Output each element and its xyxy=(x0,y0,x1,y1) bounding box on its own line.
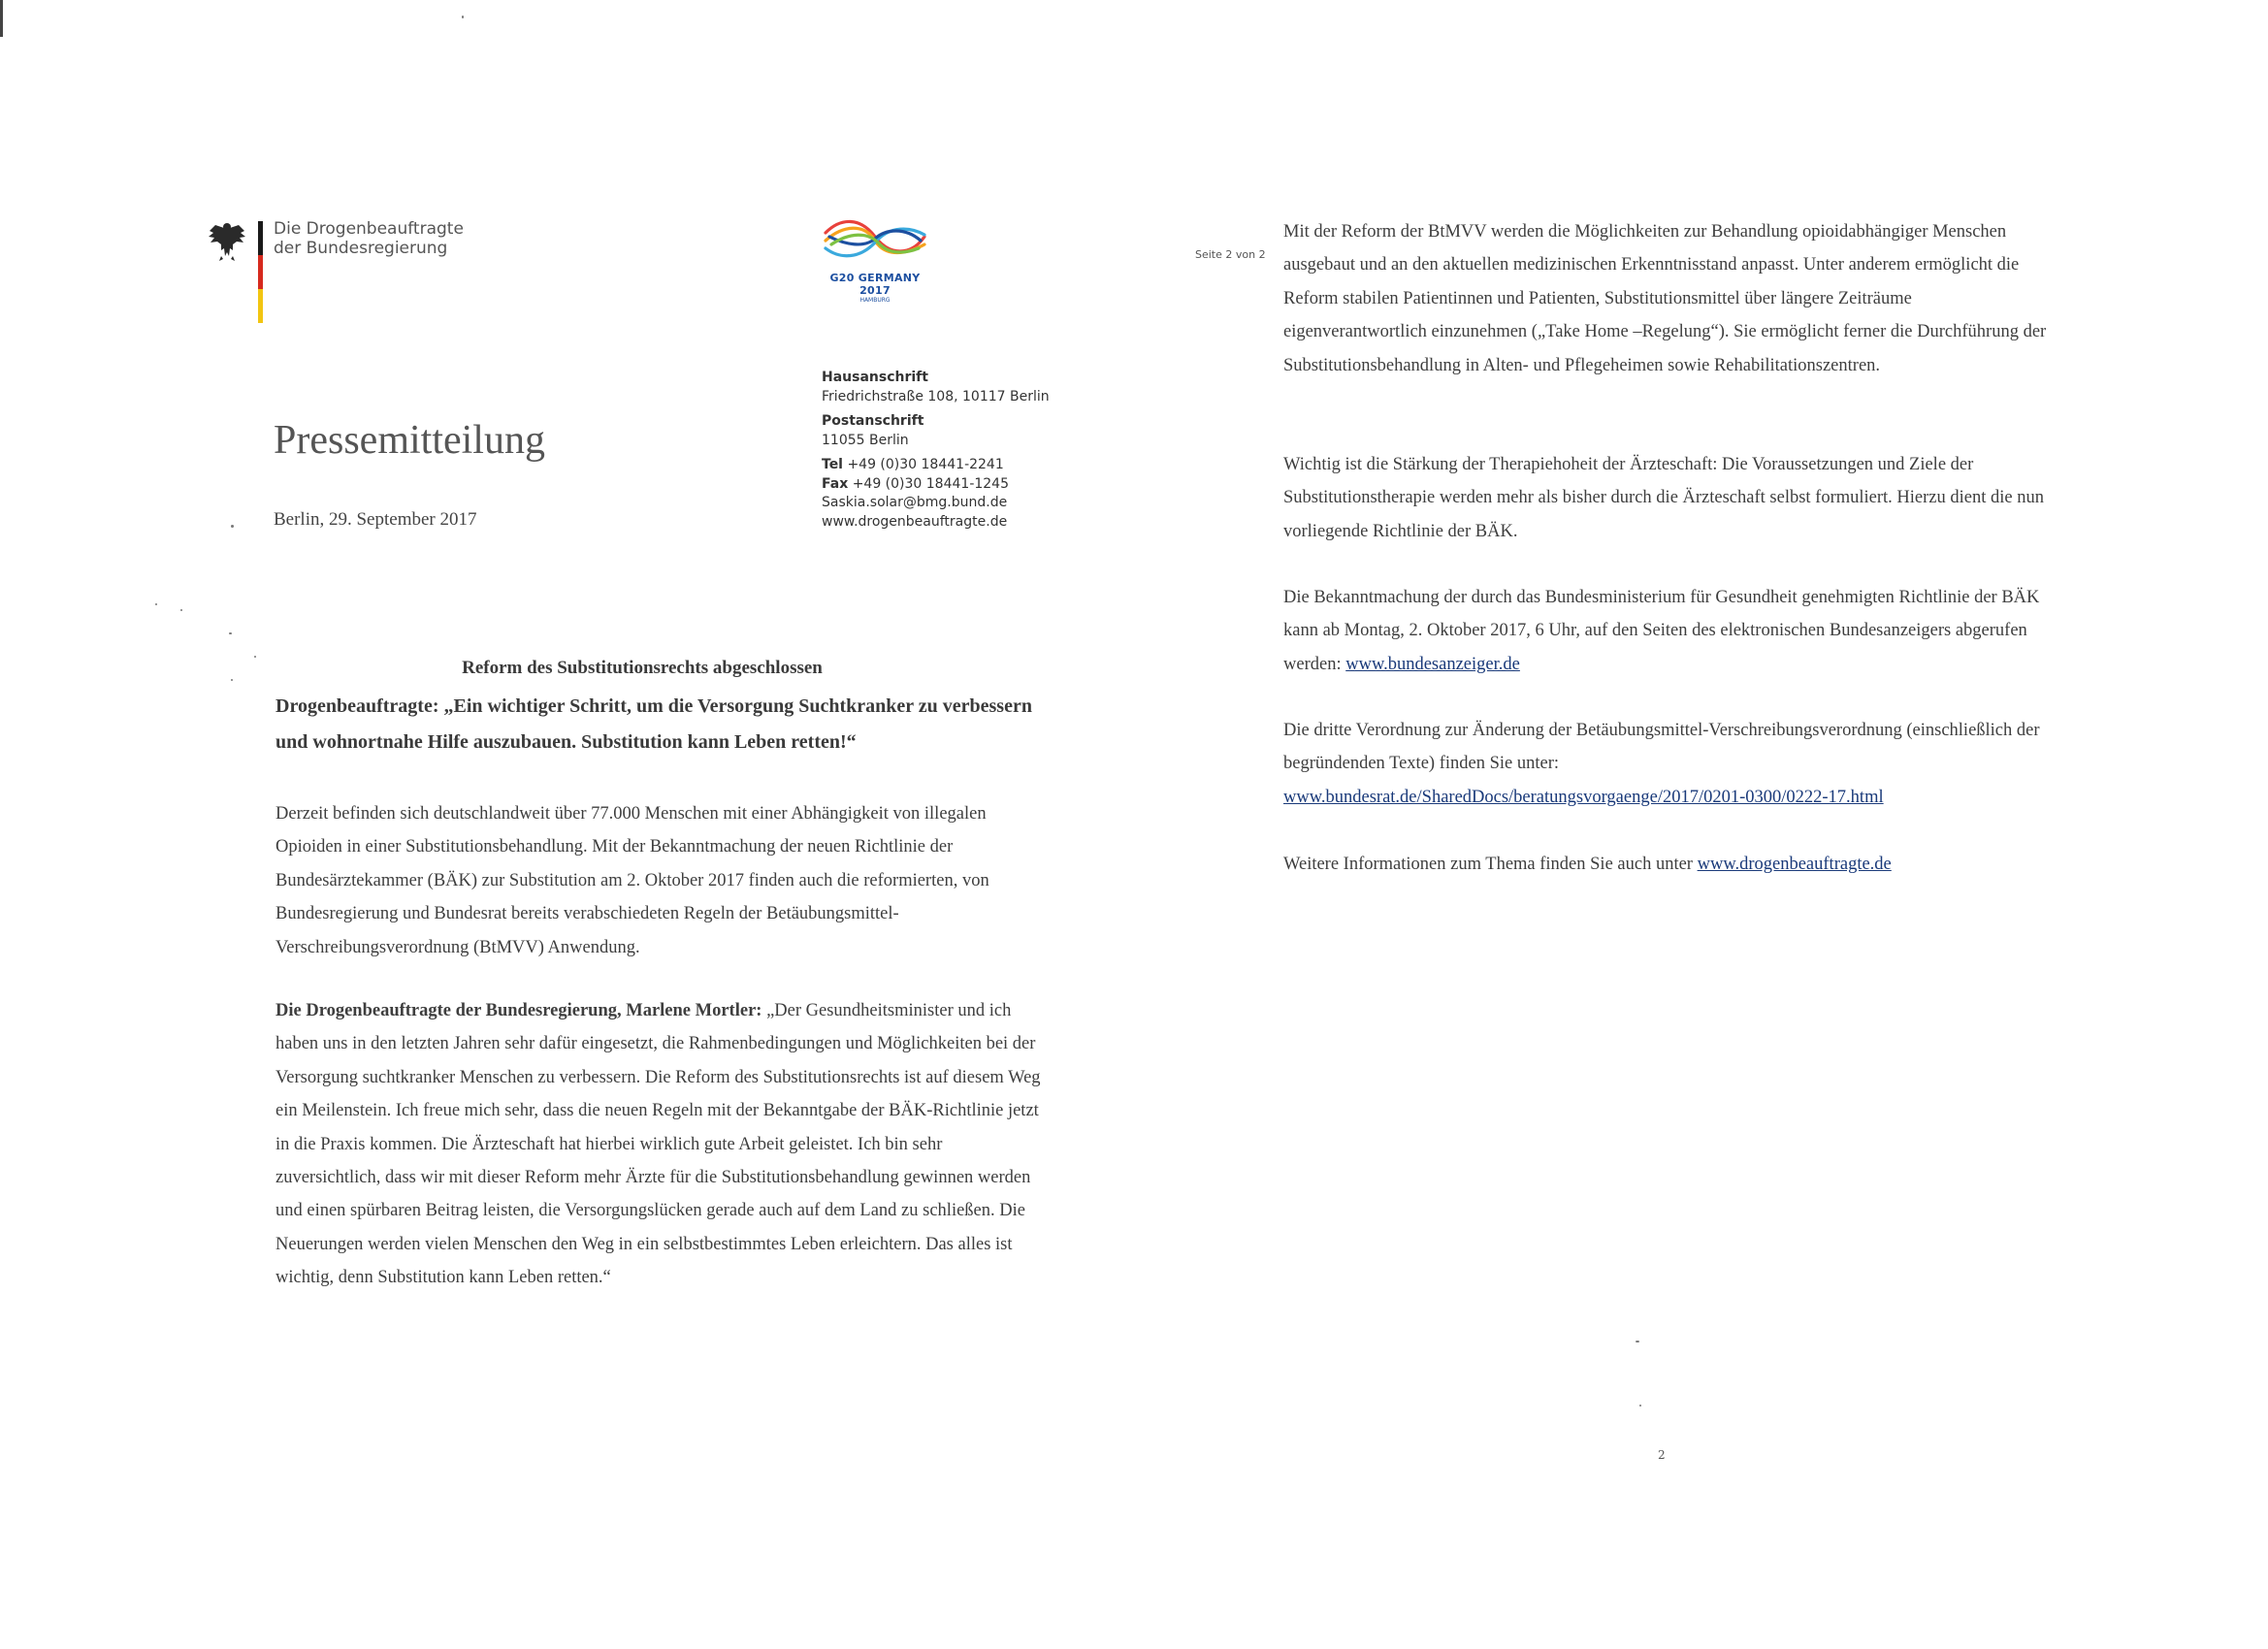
page2-paragraph-5 xyxy=(1283,848,2050,881)
body-paragraph-1: Derzeit befinden sich deutschlandweit über 77.000 Menschen mit einer Abhängigkeit von illegalen Opioiden in einer Substitutionsbehandlung. Mit der Bekanntmachung der neuen Richtlinie der Bundesärztekammer (BÄK) zur Substitution am 2. Oktober 2017 finden auch die reformierten, von Bundesregierung und Bundesrat bereits verabschiedeten Regeln der Betäubungsmittel-Verschreibungsverordnung (BtMVV) Anwendung. xyxy=(275,804,989,957)
scan-speck xyxy=(231,679,233,681)
email-address[interactable]: Saskia.solar@bmg.bund.de xyxy=(822,495,1008,510)
tel-value: +49 (0)30 18441-2241 xyxy=(847,457,1004,472)
g20-logo-text: G20 GERMANY 2017 xyxy=(829,272,921,297)
page-title: Pressemitteilung xyxy=(274,418,545,463)
quote-text: „Der Gesundheitsminister und ich haben uns in den letzten Jahren sehr dafür eingesetzt, die Rahmenbedingungen und Möglichkeiten bei der Versorgung suchtkranker Menschen zu verbessern. Die Reform des Substitutionsrechts ist auf diesem Weg ein Meilenstein. Ich freue mich sehr, dass die neuen Regeln mit der Bekanntgabe der BÄK-Richtlinie jetzt in die Praxis kommen. Die Ärzteschaft hat hierbei wirklich gute Arbeit geleistet. Ich bin sehr zuversichtlich, dass wir mit dieser Reform mehr Ärzte für die Substitutionsbehandlung gewinnen werden und einen spürbaren Beitrag leisten, die Versorgungslücken gerade auch auf dem Land zu schließen. Die Neuerungen werden vielen Menschen den Weg in ein selbstbestimmtes Leben erleichtern. Das alles ist wichtig, denn Substitution kann Leben retten.“ xyxy=(275,1001,1041,1288)
address-value: Friedrichstraße 108, 10117 Berlin xyxy=(822,388,1050,404)
headline-title: Reform des Substitutionsrechts abgeschlossen xyxy=(462,658,823,678)
page2-paragraph-4-text: Die dritte Verordnung zur Änderung der Betäubungsmittel-Verschreibungsverordnung (einschließlich der begründenden Texte) finden Sie unter: xyxy=(1283,721,2040,774)
page2-paragraph-4 xyxy=(1283,714,2050,814)
fax-value: +49 (0)30 18441-1245 xyxy=(852,475,1009,492)
fax-line xyxy=(822,475,1050,495)
g20-germany-logo xyxy=(822,215,928,304)
page2-paragraph-3-text: Die Bekanntmachung der durch das Bundesministerium für Gesundheit genehmigten Richtlinie der BÄK kann ab Montag, 2. Oktober 2017, 6 Uhr, auf den Seiten des elektronischen Bundesanzeigers abgerufen werden: xyxy=(1283,588,2040,674)
page2-paragraph-1: Mit der Reform der BtMVV werden die Möglichkeiten zur Behandlung opioidabhängiger Menschen ausgebaut und an den aktuellen medizinischen Erkenntnisstand anpasst. Unter anderem ermöglicht die Reform stabilen Patientinnen und Patienten, Substitutionsmittel über längere Zeiträume eigenverantwortlich einzunehmen („Take Home –Regelung“). Sie ermöglicht ferner die Durchführung der Substitutionsbehandlung in Alten- und Pflegeheimen sowie Rehabilitationszentren. xyxy=(1283,222,2047,375)
body-paragraph-2 xyxy=(275,994,1052,1295)
organization-name xyxy=(274,219,464,258)
fax-label: Fax xyxy=(822,475,849,492)
page2-paragraph-5-text: Weitere Informationen zum Thema finden Sie auch unter xyxy=(1283,855,1698,874)
german-flag-bar xyxy=(258,221,263,323)
scan-speck xyxy=(1639,1405,1641,1406)
tel-label: Tel xyxy=(822,457,843,472)
scan-speck xyxy=(155,603,157,605)
page2-paragraph-3 xyxy=(1283,581,2050,681)
scan-edge-mark xyxy=(0,0,3,37)
postal-value: 11055 Berlin xyxy=(822,432,909,448)
page-indicator: Seite 2 von 2 xyxy=(1195,248,1266,261)
g20-knot-icon xyxy=(822,215,928,266)
postal-label: Postanschrift xyxy=(822,413,924,429)
org-name-line2: der Bundesregierung xyxy=(274,239,448,258)
date-line: Berlin, 29. September 2017 xyxy=(274,509,477,530)
scan-speck xyxy=(180,609,182,611)
page2-paragraph-2: Wichtig ist die Stärkung der Therapiehoheit der Ärzteschaft: Die Voraussetzungen und Ziele der Substitutionstherapie werden mehr als bisher durch die Ärzteschaft selbst formuliert. Hierzu dient die nun vorliegende Richtlinie der BÄK. xyxy=(1283,455,2044,541)
quote-speaker: Die Drogenbeauftragte der Bundesregierung, Marlene Mortler: xyxy=(275,1001,762,1020)
scan-speck xyxy=(229,632,232,634)
federal-eagle-icon xyxy=(208,219,246,262)
scan-speck xyxy=(231,525,234,528)
tel-line xyxy=(822,456,1050,475)
g20-logo-subtext: HAMBURG xyxy=(859,297,891,304)
scan-speck xyxy=(254,656,256,658)
org-name-line1: Die Drogenbeauftragte xyxy=(274,219,464,239)
contact-block xyxy=(822,369,1050,532)
scan-speck xyxy=(462,16,464,18)
bundesanzeiger-link[interactable]: www.bundesanzeiger.de xyxy=(1345,654,1520,674)
website-address[interactable]: www.drogenbeauftragte.de xyxy=(822,513,1008,530)
headline-quote: Drogenbeauftragte: „Ein wichtiger Schritt, um die Versorgung Suchtkranker zu verbessern und wohnortnahe Hilfe auszubauen. Substitution kann Leben retten!“ xyxy=(275,695,1032,753)
scan-speck xyxy=(1636,1341,1639,1342)
drogenbeauftragte-link[interactable]: www.drogenbeauftragte.de xyxy=(1697,855,1892,874)
address-label: Hausanschrift xyxy=(822,370,928,385)
page-number: 2 xyxy=(1658,1448,1666,1462)
bundesrat-link[interactable]: www.bundesrat.de/SharedDocs/beratungsvorgaenge/2017/0201-0300/0222-17.html xyxy=(1283,787,1884,807)
